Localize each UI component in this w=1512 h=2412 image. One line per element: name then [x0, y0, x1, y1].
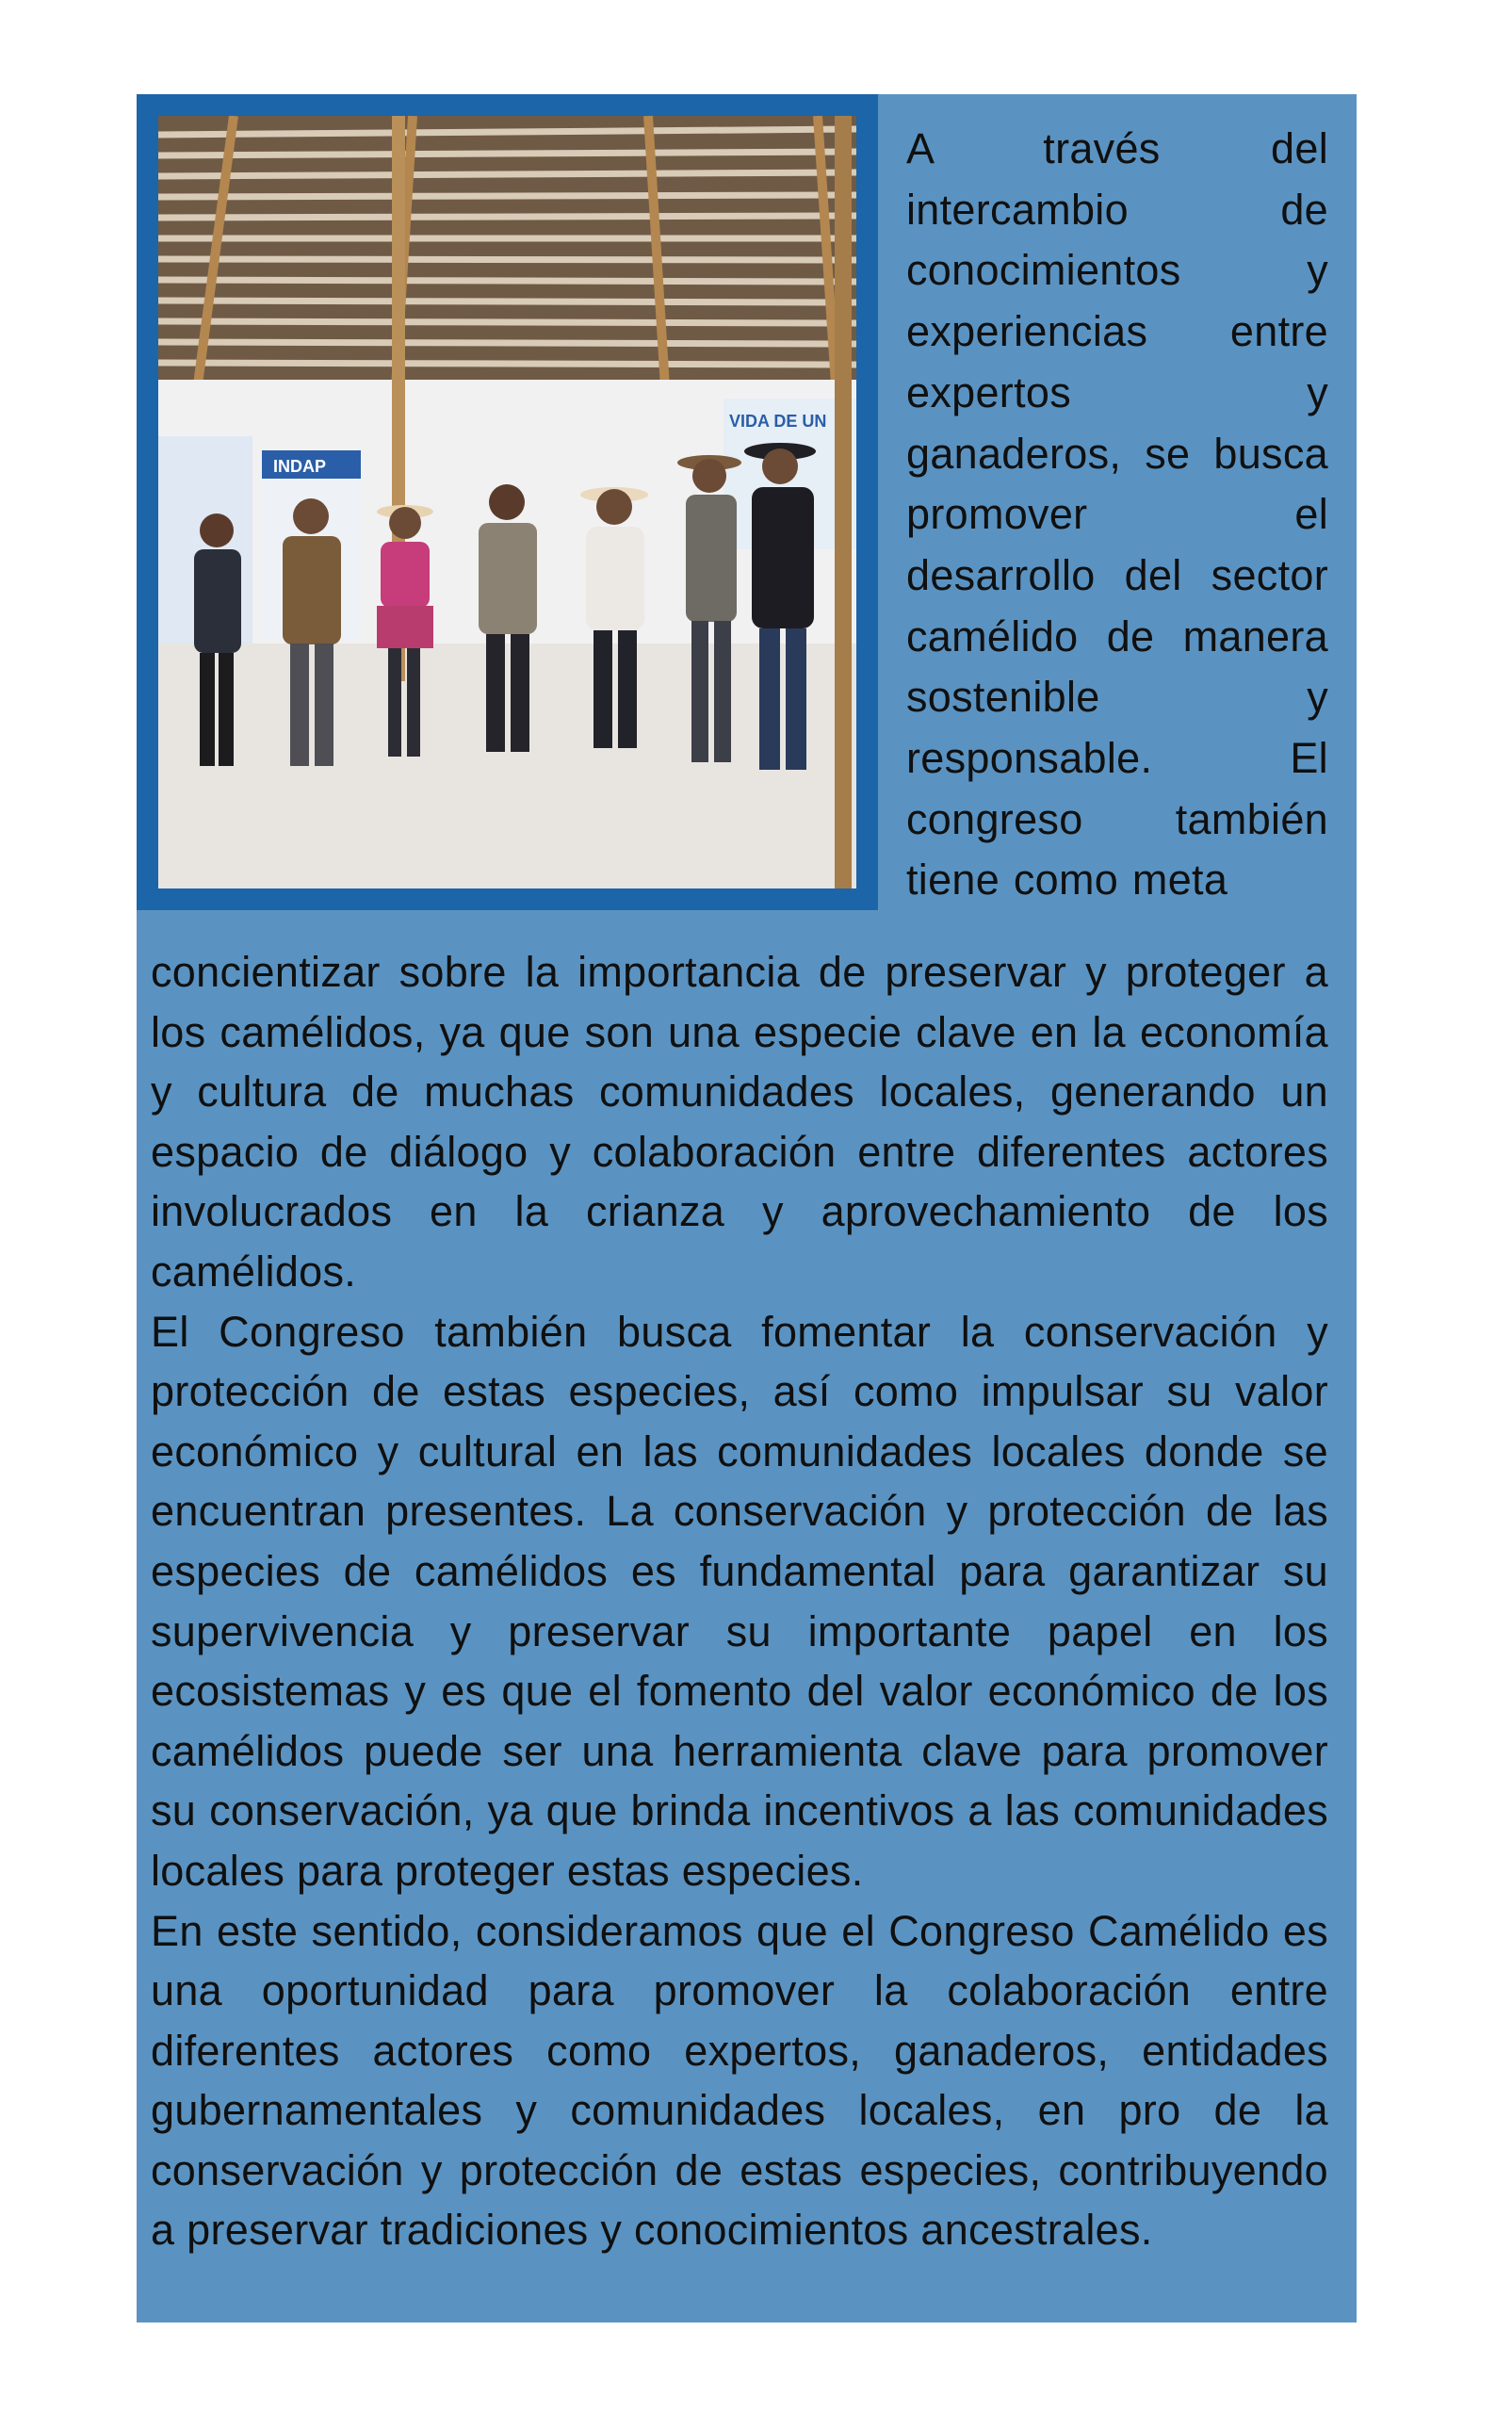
banner-vida: VIDA DE UN	[729, 412, 827, 431]
banner-indap: INDAP	[273, 457, 327, 476]
intro-text: A través del intercambio de conocimientos y experiencias entre expertos y ganaderos, se busca promover el desarrollo del sector camélido de manera sostenible y responsable. El congreso también tiene como meta	[906, 124, 1328, 904]
body-text	[151, 942, 1328, 2260]
group-photo	[158, 116, 856, 888]
photo-frame	[137, 94, 878, 910]
paragraph-1: concientizar sobre la importancia de preservar y proteger a los camélidos, ya que son una especie clave en la economía y cultura de muchas comunidades locales, generando un espacio de diálogo y colaboración entre diferentes actores involucrados en la crianza y aprovechamiento de los camélidos.	[151, 948, 1328, 1296]
group-photo-icon	[158, 116, 856, 888]
paragraph-3: En este sentido, consideramos que el Congreso Camélido es una oportunidad para promover la colaboración entre diferentes actores como expertos, ganaderos, entidades gubernamentales y comunidades locales, en pro de la conservación y protección de estas especies, contribuyendo a preservar tradiciones y conocimientos ancestrales.	[151, 1906, 1328, 2255]
paragraph-2: El Congreso también busca fomentar la conservación y protección de estas especies, así como impulsar su valor económico y cultural en las comunidades locales donde se encuentran presentes. La conservación y protección de las especies de camélidos es fundamental para garantizar su supervivencia y preservar su importante papel en los ecosistemas y es que el fomento del valor económico de los camélidos puede ser una herramienta clave para promover su conservación, ya que brinda incentivos a las comunidades locales para proteger estas especies.	[151, 1307, 1328, 1895]
